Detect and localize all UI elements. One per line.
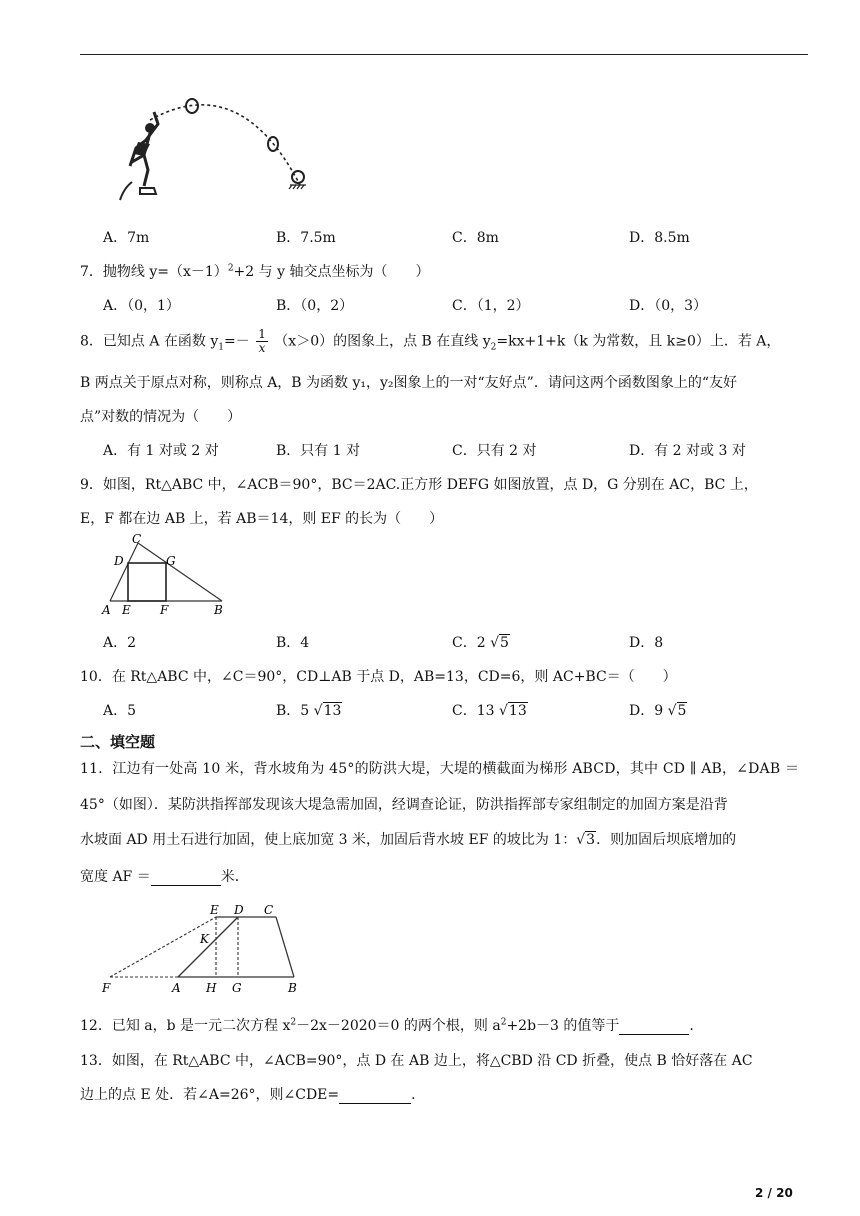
throw-figure: [110, 90, 340, 210]
fig-label-d: D: [114, 554, 124, 568]
sqrt-radicand: 13: [323, 703, 342, 719]
q8-text: （x＞0）的图象上，点 B 在直线 y: [274, 333, 491, 350]
page-number: 2 / 20: [755, 1186, 793, 1200]
q9-option-a: A．2: [103, 635, 137, 651]
q7-stem-part: +2 与 y 轴交点坐标为（ ）: [233, 264, 430, 280]
q9-line1: 9．如图，Rt△ABC 中，∠ACB＝90°，BC＝2AC.正方形 DEFG 如图放置，点 D，G 分别在 AC，BC 上，: [80, 477, 758, 493]
q9-option-b: B．4: [276, 635, 310, 651]
fig-label-f: F: [102, 981, 111, 995]
q6-option-d: D．8.5m: [629, 230, 690, 246]
fig-label-g: G: [166, 554, 176, 568]
option-text: D．9: [629, 703, 664, 719]
answer-blank[interactable]: [619, 1018, 689, 1035]
q11-text: 米．: [220, 869, 249, 885]
q9-line2: E，F 都在边 AB 上，若 AB＝14，则 EF 的长为（ ）: [80, 511, 444, 527]
sqrt-radicand: 13: [508, 703, 527, 719]
q8-line2: B 两点关于原点对称，则称点 A，B 为函数 y₁，y₂图象上的一对“友好点”．请问这两个函数图象上的“友好: [80, 375, 737, 391]
option-text: B．5: [276, 703, 310, 719]
fig-label-k: K: [200, 932, 209, 946]
q13-text: 边上的点 E 处．若∠A=26°，则∠CDE=: [80, 1087, 340, 1103]
q13-text: .: [411, 1087, 416, 1103]
q7-stem: [80, 261, 429, 281]
q9-option-c: C．2 √5: [452, 635, 509, 651]
fig-label-g: G: [232, 981, 242, 995]
sqrt-radicand: 5: [677, 703, 687, 719]
fig-label-e: E: [122, 603, 131, 616]
fig-label-e: E: [210, 903, 219, 917]
section-title: 二、填空题: [80, 733, 156, 751]
q7-option-b: B．（0，2）: [276, 298, 354, 314]
fig-label-d: D: [234, 903, 244, 917]
q8-line1: [80, 328, 780, 355]
q10-option-b: B．5 √13: [276, 703, 342, 719]
q10-option-d: D．9 √5: [629, 703, 687, 719]
q8-subscript: 2: [490, 342, 497, 353]
q13-line1: 13．如图，在 Rt△ABC 中，∠ACB=90°，点 D 在 AB 边上，将△CBD 沿 CD 折叠，使点 B 恰好落在 AC: [80, 1053, 753, 1069]
q8-fraction: [256, 328, 268, 355]
q7-stem-part: 7．抛物线 y=（x－1）: [80, 264, 228, 280]
q8-subscript: 1: [218, 342, 225, 353]
q11-line4: [80, 866, 249, 886]
q11-figure: [100, 900, 310, 1000]
q7-option-d: D．（0，3）: [629, 298, 708, 314]
q10-option-c: C．13 √13: [452, 703, 527, 719]
option-text: C．2: [452, 635, 486, 651]
answer-blank[interactable]: [339, 1087, 411, 1104]
q12-stem: [80, 1015, 694, 1035]
q8-option-b: B．只有 1 对: [276, 443, 361, 459]
q7-option-a: A．（0，1）: [103, 298, 180, 314]
q7-option-c: C．（1，2）: [452, 298, 530, 314]
q8-line3: 点”对数的情况为（ ）: [80, 409, 242, 425]
q6-option-a: A．7m: [103, 230, 150, 246]
q12-exponent: 2: [500, 1017, 507, 1028]
fig-label-f: F: [160, 603, 169, 616]
fraction-denominator: x: [258, 341, 266, 355]
fig-label-c: C: [132, 534, 142, 546]
q10-option-a: A．5: [103, 703, 137, 719]
q13-line2: [80, 1084, 416, 1104]
q8-text: =kx+1+k（k 为常数，且 k≥0）上．若 A，: [496, 333, 781, 350]
q7-exponent: 2: [227, 263, 234, 274]
q12-text: +2b－3 的值等于: [506, 1018, 620, 1034]
q11-text: 宽度 AF ＝: [80, 869, 151, 885]
header-rule: [80, 54, 808, 55]
q8-option-c: C．只有 2 对: [452, 443, 537, 459]
q11-text: ．则加固后坝底增加的: [596, 832, 737, 848]
option-text: C．13: [452, 703, 495, 719]
fig-label-h: H: [206, 981, 217, 995]
q11-text: 水坡面 AD 用土石进行加固，使上底加宽 3 米，加固后背水坡 EF 的坡比为 1：: [80, 832, 577, 848]
answer-blank[interactable]: [151, 869, 221, 886]
q8-option-d: D．有 2 对或 3 对: [629, 443, 746, 459]
fig-label-c: C: [264, 903, 274, 917]
q11-line3: 水坡面 AD 用土石进行加固，使上底加宽 3 米，加固后背水坡 EF 的坡比为 1：√3．则加固后坝底增加的: [80, 832, 737, 848]
fig-label-a: A: [172, 981, 181, 995]
q11-line2: 45°（如图）．某防洪指挥部发现该大堤急需加固，经调查论证，防洪指挥部专家组制定的加固方案是沿背: [80, 797, 728, 813]
q9-figure: [100, 534, 230, 616]
q12-text: －2x－2020＝0 的两个根，则 a: [296, 1018, 501, 1034]
q10-stem: 10．在 Rt△ABC 中，∠C＝90°，CD⊥AB 于点 D，AB=13，CD=6，则 AC+BC＝（ ）: [80, 669, 677, 685]
q12-text: 12．已知 a，b 是一元二次方程 x: [80, 1018, 291, 1034]
sqrt-radicand: 3: [586, 832, 596, 848]
q6-option-c: C．8m: [452, 230, 499, 246]
q6-option-b: B．7.5m: [276, 230, 336, 246]
q11-line1: 11．江边有一处高 10 米，背水坡角为 45°的防洪大堤，大堤的横截面为梯形 ABCD，其中 CD ∥ AB，∠DAB ＝: [80, 761, 800, 777]
fig-label-b: B: [288, 981, 297, 995]
q8-option-a: A．有 1 对或 2 对: [103, 443, 219, 459]
sqrt-radicand: 5: [500, 635, 509, 651]
q9-option-d: D．8: [629, 635, 664, 651]
fraction-numerator: 1: [258, 327, 266, 341]
q12-text: .: [689, 1018, 694, 1034]
q12-exponent: 2: [290, 1017, 297, 1028]
fig-label-a: A: [102, 603, 111, 616]
q8-text: 8．已知点 A 在函数 y: [80, 333, 219, 350]
fig-label-b: B: [214, 603, 223, 616]
q8-text: =－: [224, 333, 250, 350]
